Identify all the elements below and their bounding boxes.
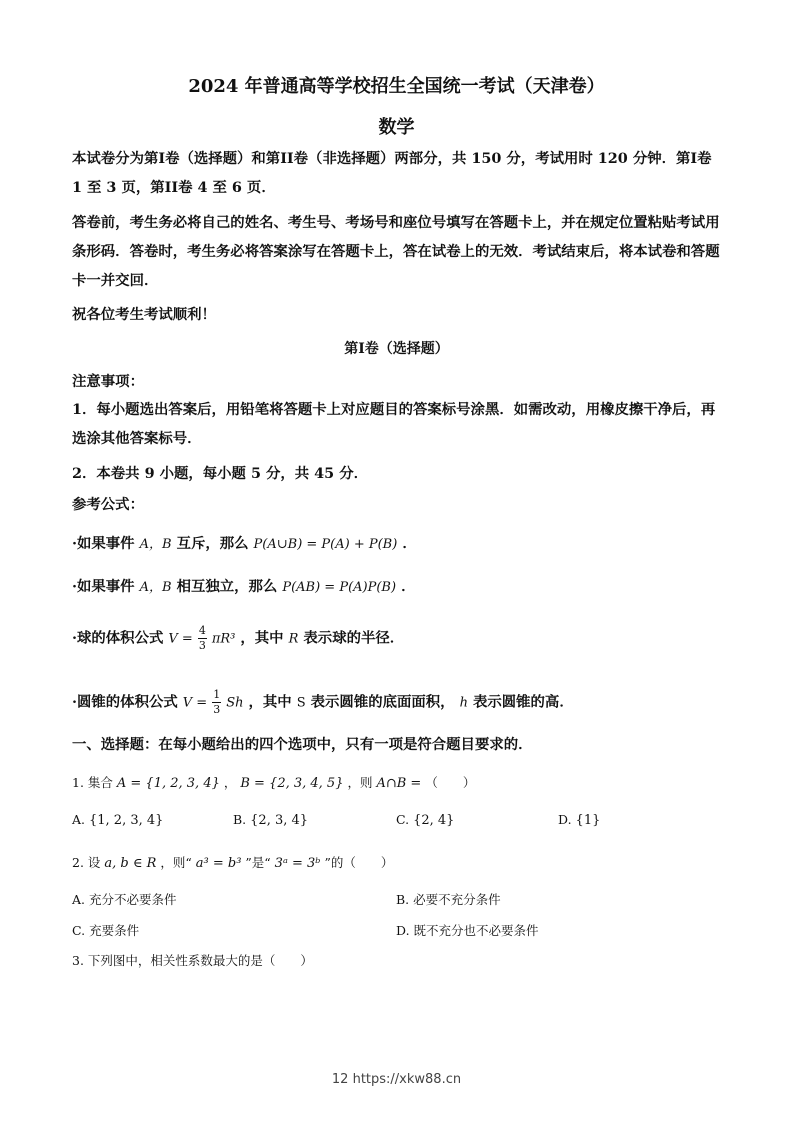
formula-text: 表示圆锥的高．: [472, 693, 574, 711]
question-3-stem: 3. 下列图中，相关性系数最大的是（ ）: [72, 953, 313, 968]
formula-rest: Sh: [226, 695, 244, 711]
formula-text: ．: [402, 535, 417, 552]
formula-text: ．: [401, 578, 416, 595]
formula-text: 表示球的半径．: [303, 629, 405, 647]
formula-expression: P(A∪B) = P(A) + P(B): [253, 537, 398, 552]
question-text: ，则: [347, 775, 373, 790]
formula-text: ·球的体积公式: [72, 629, 164, 647]
notice-item-1: 1．每小题选出答案后，用铅笔将答题卡上对应题目的答案标号涂黑．如需改动，用橡皮擦干净后，再选涂其他答案标号．: [72, 401, 716, 447]
notice-title: 注意事项：: [72, 373, 144, 390]
question-2-stem: [72, 853, 393, 871]
formula-text: ·如果事件: [72, 535, 135, 552]
formula-text: ·如果事件: [72, 578, 135, 595]
formula-mutually-exclusive: [72, 532, 417, 553]
formula-vars: A，B: [139, 537, 172, 552]
question-text: ”是“: [245, 855, 271, 870]
formula-text: ，其中: [248, 693, 292, 711]
intro-paragraph-1: 本试卷分为第I卷（选择题）和第II卷（非选择题）两部分，共 150 分，考试用时 120 分钟．第I卷 1 至 3 页，第II卷 4 至 6 页．: [72, 150, 712, 196]
variables: a, b ∈ R: [104, 856, 157, 871]
answer-blank: （ ）: [425, 775, 476, 790]
option-value: {1, 2, 3, 4}: [89, 813, 164, 828]
option-label: A.: [72, 892, 86, 907]
notice-item-2: 2．本卷共 9 小题，每小题 5 分，共 45 分．: [72, 465, 368, 482]
fraction-numerator: 1: [213, 688, 221, 701]
condition-1: a³ = b³: [195, 856, 242, 871]
q1-option-a[interactable]: [72, 812, 163, 828]
formula-lhs: V =: [168, 631, 193, 647]
formula-expression: P(AB) = P(A)P(B): [282, 580, 397, 595]
formula-lhs: V =: [182, 695, 208, 711]
fraction: [212, 688, 221, 717]
fraction: [198, 624, 207, 653]
q1-option-d[interactable]: [558, 812, 600, 828]
option-value: 既不充分也不必要条件: [413, 923, 539, 938]
option-label: D.: [558, 812, 572, 827]
page-title: 2024 年普通高等学校招生全国统一考试（天津卷）: [188, 76, 605, 97]
question-text: ，: [223, 775, 237, 790]
intro-paragraph-3: 祝各位考生考试顺利！: [72, 306, 216, 323]
q2-option-d[interactable]: [396, 921, 539, 939]
formula-text: 表示圆锥的底面面积，: [310, 693, 455, 711]
option-label: C.: [72, 923, 86, 938]
formula-cone-volume: [72, 688, 574, 717]
formula-var: S: [296, 695, 306, 711]
option-value: 充分不必要条件: [89, 892, 177, 907]
fraction-numerator: 4: [198, 624, 206, 637]
page-footer: 12 https://xkw88.cn: [331, 1072, 462, 1087]
fraction-denominator: 3: [213, 703, 221, 716]
q2-option-b[interactable]: [396, 890, 501, 908]
option-value: 必要不充分条件: [413, 892, 501, 907]
q2-option-a[interactable]: [72, 890, 177, 908]
q1-option-b[interactable]: [233, 812, 308, 828]
formula-rest: πR³: [211, 631, 236, 647]
option-label: B.: [233, 812, 247, 827]
subject-title: 数学: [378, 117, 415, 138]
q2-option-c[interactable]: [72, 921, 139, 939]
fraction-denominator: 3: [198, 639, 206, 652]
formula-text: ，其中: [240, 629, 284, 647]
section-heading: 第I卷（选择题）: [344, 341, 449, 357]
set-a: A = {1, 2, 3, 4}: [116, 776, 220, 791]
formula-title: 参考公式：: [72, 496, 144, 513]
part-heading: 一、选择题：在每小题给出的四个选项中，只有一项是符合题目要求的．: [72, 736, 533, 753]
condition-2: 3ᵃ = 3ᵇ: [274, 856, 321, 871]
question-text: 2. 设: [72, 855, 101, 870]
formula-vars: A，B: [139, 580, 172, 595]
formula-var: R: [288, 631, 299, 647]
option-label: B.: [396, 892, 410, 907]
formula-independent: [72, 575, 415, 596]
question-text: ，则“: [160, 855, 192, 870]
intersection-expression: A∩B =: [376, 776, 422, 791]
question-1-stem: [72, 773, 475, 791]
option-label: D.: [396, 923, 410, 938]
formula-text: ·圆锥的体积公式: [72, 693, 178, 711]
option-value: 充要条件: [89, 923, 140, 938]
intro-paragraph-2: 答卷前，考生务必将自己的姓名、考生号、考场号和座位号填写在答题卡上，并在规定位置粘贴考试用条形码．答卷时，考生务必将答案涂写在答题卡上，答在试卷上的无效．考试结束后，将本试卷和答题卡一并交回．: [72, 214, 720, 289]
option-value: {1}: [575, 813, 601, 828]
option-value: {2, 4}: [413, 813, 455, 828]
question-text: 1. 集合: [72, 775, 113, 790]
option-label: A.: [72, 812, 86, 827]
set-b: B = {2, 3, 4, 5}: [240, 776, 344, 791]
formula-var: h: [459, 695, 468, 711]
formula-sphere-volume: [72, 624, 404, 653]
formula-text: 互斥，那么: [176, 535, 249, 552]
option-value: {2, 3, 4}: [250, 813, 309, 828]
answer-blank: ”的（ ）: [324, 855, 394, 870]
q1-option-c[interactable]: [396, 812, 454, 828]
formula-text: 相互独立，那么: [176, 578, 278, 595]
option-label: C.: [396, 812, 410, 827]
